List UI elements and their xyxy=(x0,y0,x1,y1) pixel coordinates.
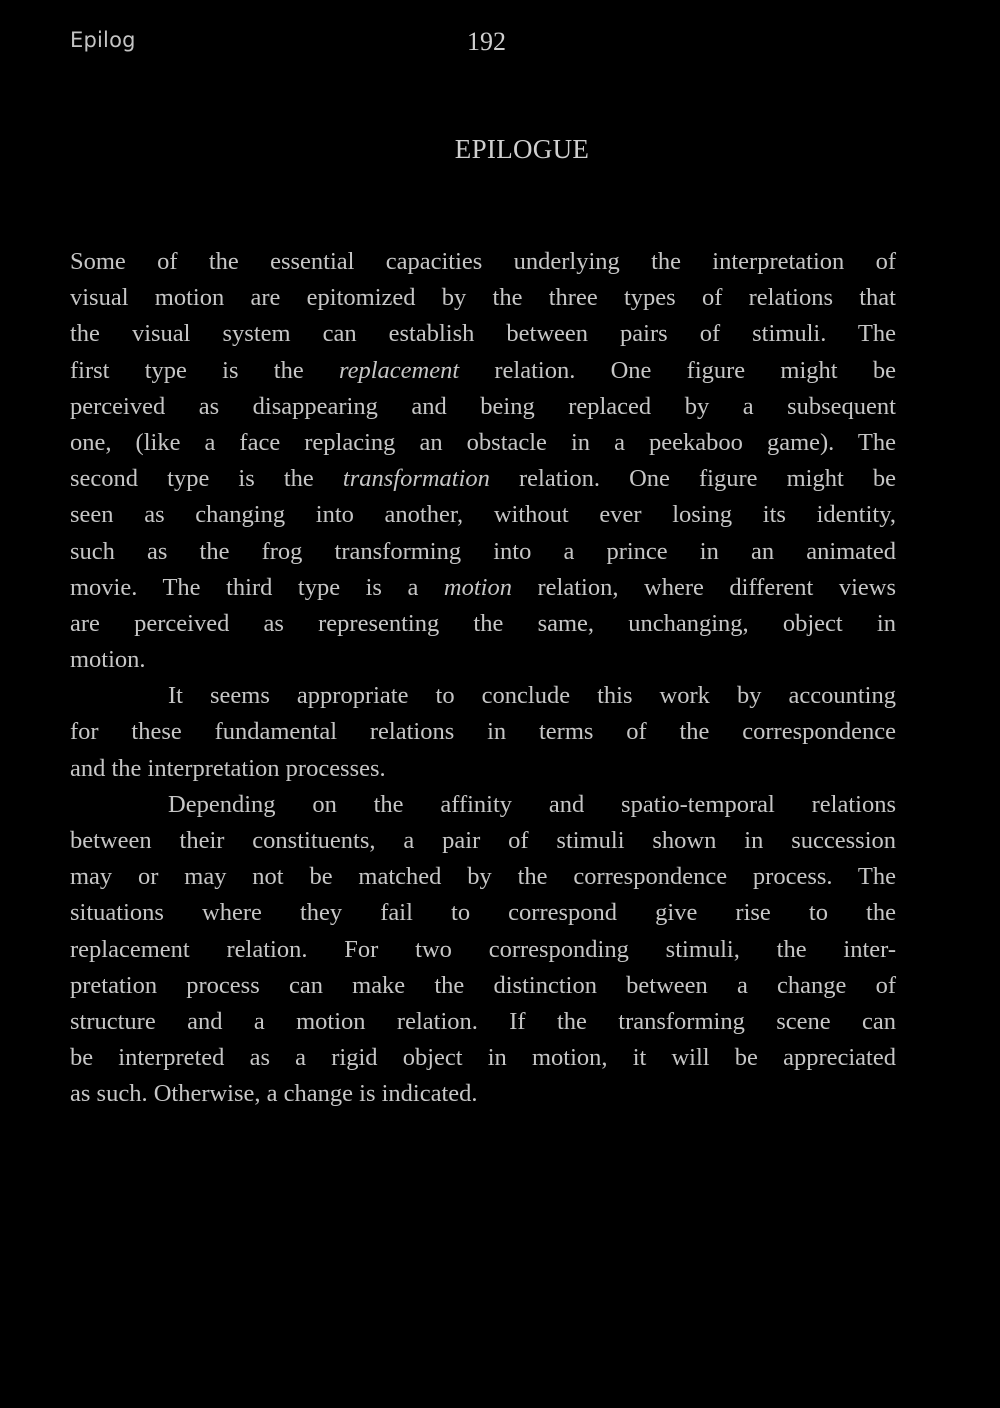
text-line: perceived as disappearing and being replaced by a subsequent xyxy=(70,392,896,420)
text-line: for these fundamental relations in terms of the correspondence xyxy=(70,718,896,746)
page-number: 192 xyxy=(467,27,506,56)
text-line: seen as changing into another, without ever losing its identity, xyxy=(70,501,896,529)
text-line: as such. Otherwise, a change is indicated. xyxy=(70,1080,478,1108)
running-head: Epilog xyxy=(70,28,136,52)
text-line: Depending on the affinity and spatio-temporal relations xyxy=(168,790,896,818)
text-line: pretation process can make the distinction between a change of xyxy=(70,971,896,999)
text-line: Some of the essential capacities underlying the interpretation of xyxy=(70,248,896,275)
text-line: structure and a motion relation. If the transforming scene can xyxy=(70,1007,896,1035)
text-line: be interpreted as a rigid object in motion, it will be appreciated xyxy=(70,1044,896,1072)
body-text xyxy=(70,244,896,1113)
term-motion: motion xyxy=(443,573,512,601)
paragraph-2 xyxy=(70,678,896,787)
text-line: one, (like a face replacing an obstacle in a peekaboo game). The xyxy=(70,428,896,456)
text-line: first type is the replacement relation. One figure might be xyxy=(70,356,896,384)
term-replacement: replacement xyxy=(338,356,460,384)
text-line: such as the frog transforming into a prince in an animated xyxy=(70,537,896,565)
text-line: visual motion are epitomized by the three types of relations that xyxy=(70,284,896,312)
text-line: and the interpretation processes. xyxy=(70,754,386,782)
text-line: motion. xyxy=(70,646,146,674)
text-line: movie. The third type is a motion relation, where different views xyxy=(70,573,896,601)
text-line: between their constituents, a pair of stimuli shown in succession xyxy=(70,827,896,854)
chapter-title: EPILOGUE xyxy=(454,134,590,164)
text-line: are perceived as representing the same, unchanging, object in xyxy=(70,609,896,637)
text-line: may or may not be matched by the correspondence process. The xyxy=(70,863,896,891)
paragraph-3 xyxy=(70,787,896,1113)
text-line: replacement relation. For two corresponding stimuli, the inter- xyxy=(70,935,896,963)
text-line: the visual system can establish between pairs of stimuli. The xyxy=(70,320,896,348)
text-line: It seems appropriate to conclude this work by accounting xyxy=(168,682,896,710)
text-line: situations where they fail to correspond give rise to the xyxy=(70,899,896,927)
paragraph-1 xyxy=(70,244,896,678)
text-line: second type is the transformation relation. One figure might be xyxy=(70,465,896,493)
term-transformation: transformation xyxy=(342,465,490,493)
